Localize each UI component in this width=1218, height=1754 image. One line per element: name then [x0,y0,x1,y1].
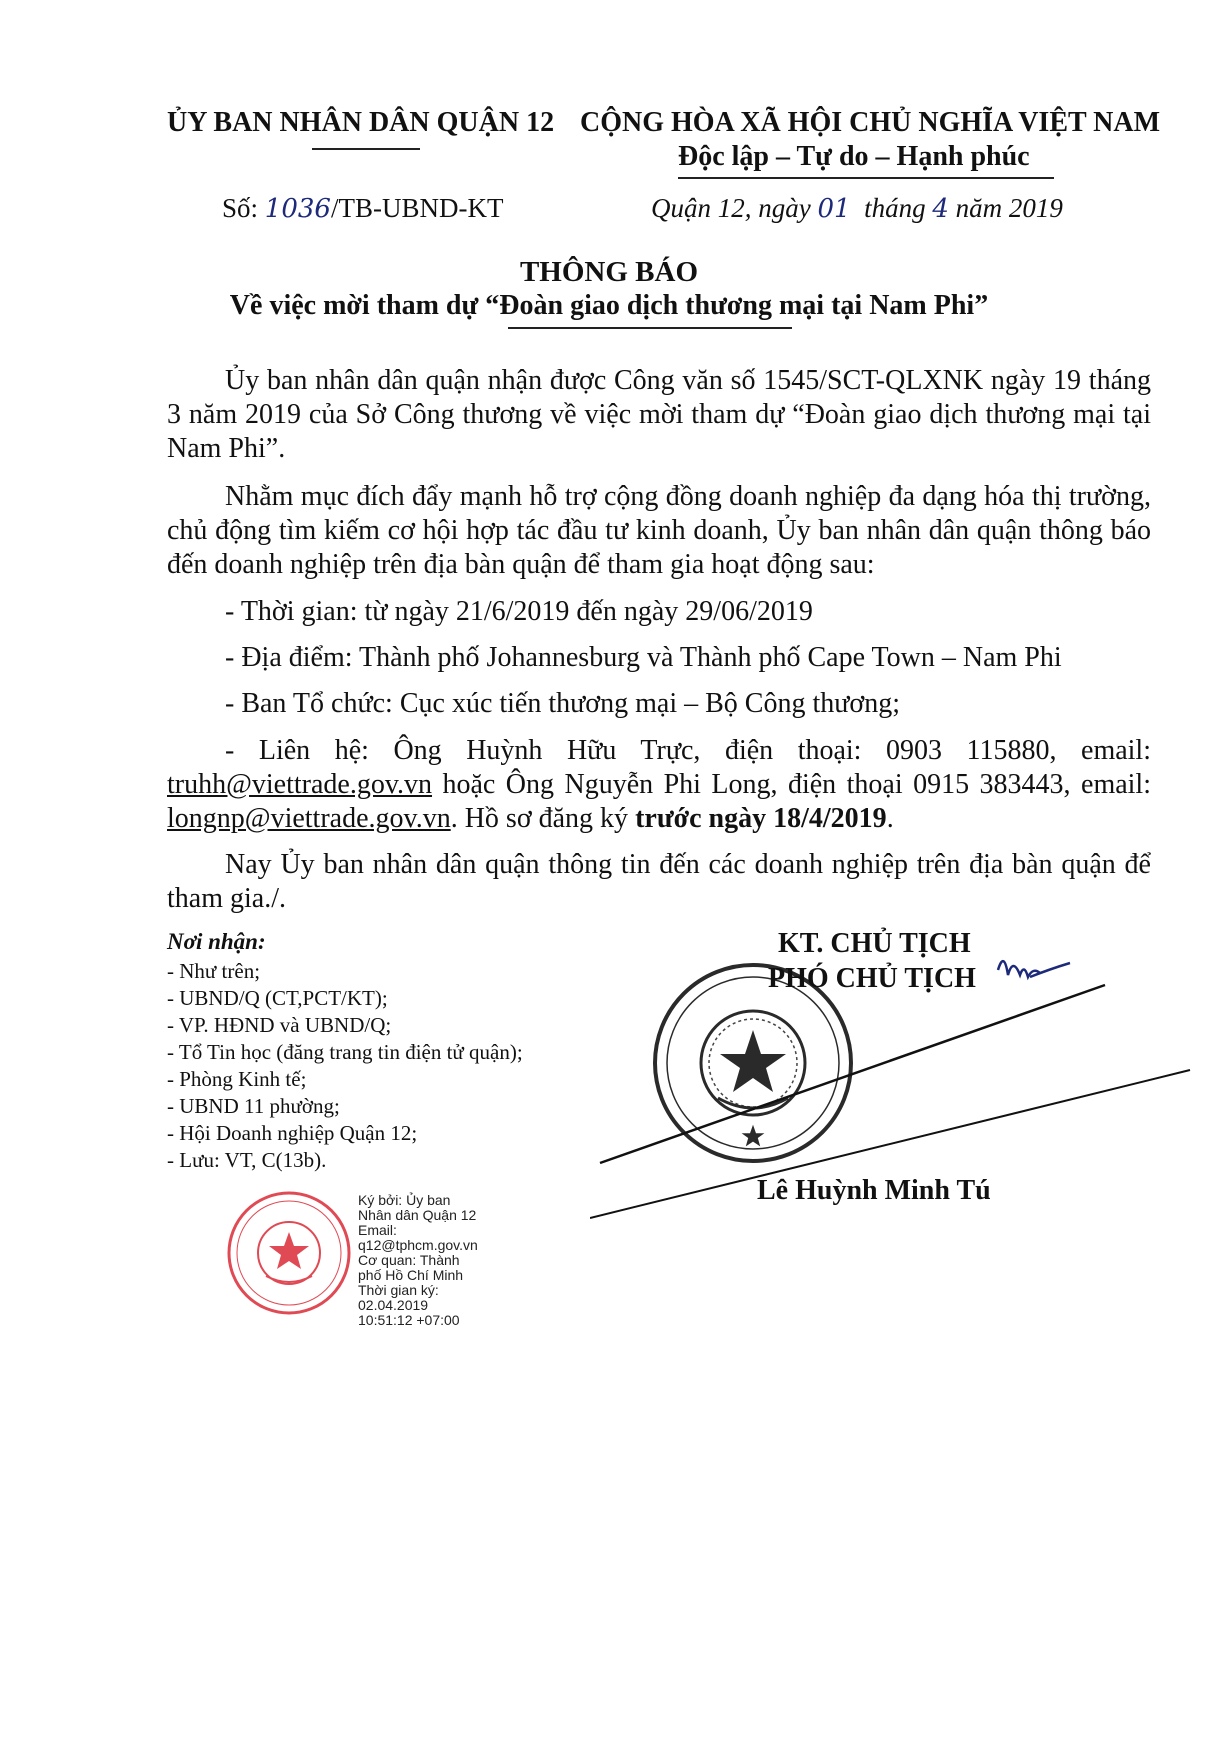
email-link-1[interactable]: truhh@viettrade.gov.vn [167,769,433,800]
national-motto: Độc lập – Tự do – Hạnh phúc [678,141,1030,172]
recipient-item: - UBND/Q (CT,PCT/KT); [167,986,388,1010]
paragraph-1: Ủy ban nhân dân quận nhận được Công văn số 1545/SCT-QLXNK ngày 19 tháng 3 năm 2019 của Sở Công thương về việc mời tham dự “Đoàn giao dịch thương mại tại Nam Phi”. [167,365,1151,464]
signature-title-2: PHÓ CHỦ TỊCH [768,963,976,994]
digital-signature-line: 10:51:12 +07:00 [358,1312,460,1328]
date-place: Quận 12, ngày [651,193,811,223]
item-time: - Thời gian: từ ngày 21/6/2019 đến ngày 29/06/2019 [225,596,813,627]
recipients-title: Nơi nhận: [167,929,266,954]
registration-deadline: trước ngày 18/4/2019 [635,803,887,834]
digital-signature-line: q12@tphcm.gov.vn [358,1237,478,1253]
digital-signature-line: phố Hồ Chí Minh [358,1267,464,1283]
notice-title: THÔNG BÁO [519,256,699,288]
recipient-item: - Hội Doanh nghiệp Quận 12; [167,1121,418,1145]
recipient-item: - UBND 11 phường; [167,1094,340,1118]
contact-paragraph [167,734,1151,836]
date-month-label: tháng [864,193,926,223]
digital-signature-line: Cơ quan: Thành [358,1252,460,1268]
motto-underline [678,177,1054,179]
digital-signature-line: Email: [358,1222,397,1238]
digital-signature-line: Ký bởi: Ủy ban [358,1192,451,1208]
digital-signature-info [358,1193,478,1328]
item-place: - Địa điểm: Thành phố Johannesburg và Thành phố Cape Town – Nam Phi [225,642,1062,673]
recipient-item: - VP. HĐND và UBND/Q; [167,1013,392,1037]
email-link-2[interactable]: longnp@viettrade.gov.vn [167,803,451,834]
date-month: 4 [932,194,949,224]
digital-signature-line: 02.04.2019 [358,1297,429,1313]
digital-signature-line: Thời gian ký: [358,1282,439,1298]
paragraph-2: Nhằm mục đích đẩy mạnh hỗ trợ cộng đồng doanh nghiệp đa dạng hóa thị trường, chủ động tìm kiếm cơ hội hợp tác đầu tư kinh doanh, Ủy ban nhân dân quận thông báo đến doanh nghiệp trên địa bàn quận để tham gia hoạt động sau: [167,481,1151,580]
item-organizer: - Ban Tổ chức: Cục xúc tiến thương mại – Bộ Công thương; [225,688,900,719]
notice-subtitle: Về việc mời tham dự “Đoàn giao dịch thương mại tại Nam Phi” [229,290,989,321]
recipients-block [167,928,523,1174]
recipient-item: - Phòng Kinh tế; [167,1067,307,1091]
recipient-item: - Như trên; [167,959,261,983]
doc-no-suffix: /TB-UBND-KT [330,193,504,223]
org-underline [312,148,420,150]
digital-stamp-icon [224,1188,354,1318]
date-day: 01 [817,194,851,224]
contact-middle: hoặc Ông Nguyễn Phi Long, điện thoại 0915 383443, email: [432,769,1151,800]
digital-signature-line: Nhân dân Quận 12 [358,1207,477,1223]
contact-end: . [886,803,894,834]
recipient-item: - Lưu: VT, C(13b). [167,1148,327,1172]
contact-intro: - Liên hệ: Ông Huỳnh Hữu Trực, điện thoại: 0903 115880, email: [225,735,1151,766]
doc-no-handwritten: 1036 [264,194,331,224]
contact-registration: . Hồ sơ đăng ký [450,803,636,834]
paragraph-final: Nay Ủy ban nhân dân quận thông tin đến các doanh nghiệp trên địa bàn quận để tham gia./. [167,849,1151,914]
recipient-item: - Tổ Tin học (đăng trang tin điện tử quận); [167,1040,523,1064]
issuing-organization: ỦY BAN NHÂN DÂN QUẬN 12 [167,107,555,138]
national-title: CỘNG HÒA XÃ HỘI CHỦ NGHĨA VIỆT NAM [580,107,1161,138]
document-number [222,193,503,224]
date-year: năm 2019 [955,193,1063,223]
doc-no-prefix: Số: [222,193,259,223]
subtitle-underline [508,327,792,329]
document-date [651,193,1063,224]
signer-name: Lê Huỳnh Minh Tú [757,1175,991,1206]
signature-title-1: KT. CHỦ TỊCH [778,928,971,959]
